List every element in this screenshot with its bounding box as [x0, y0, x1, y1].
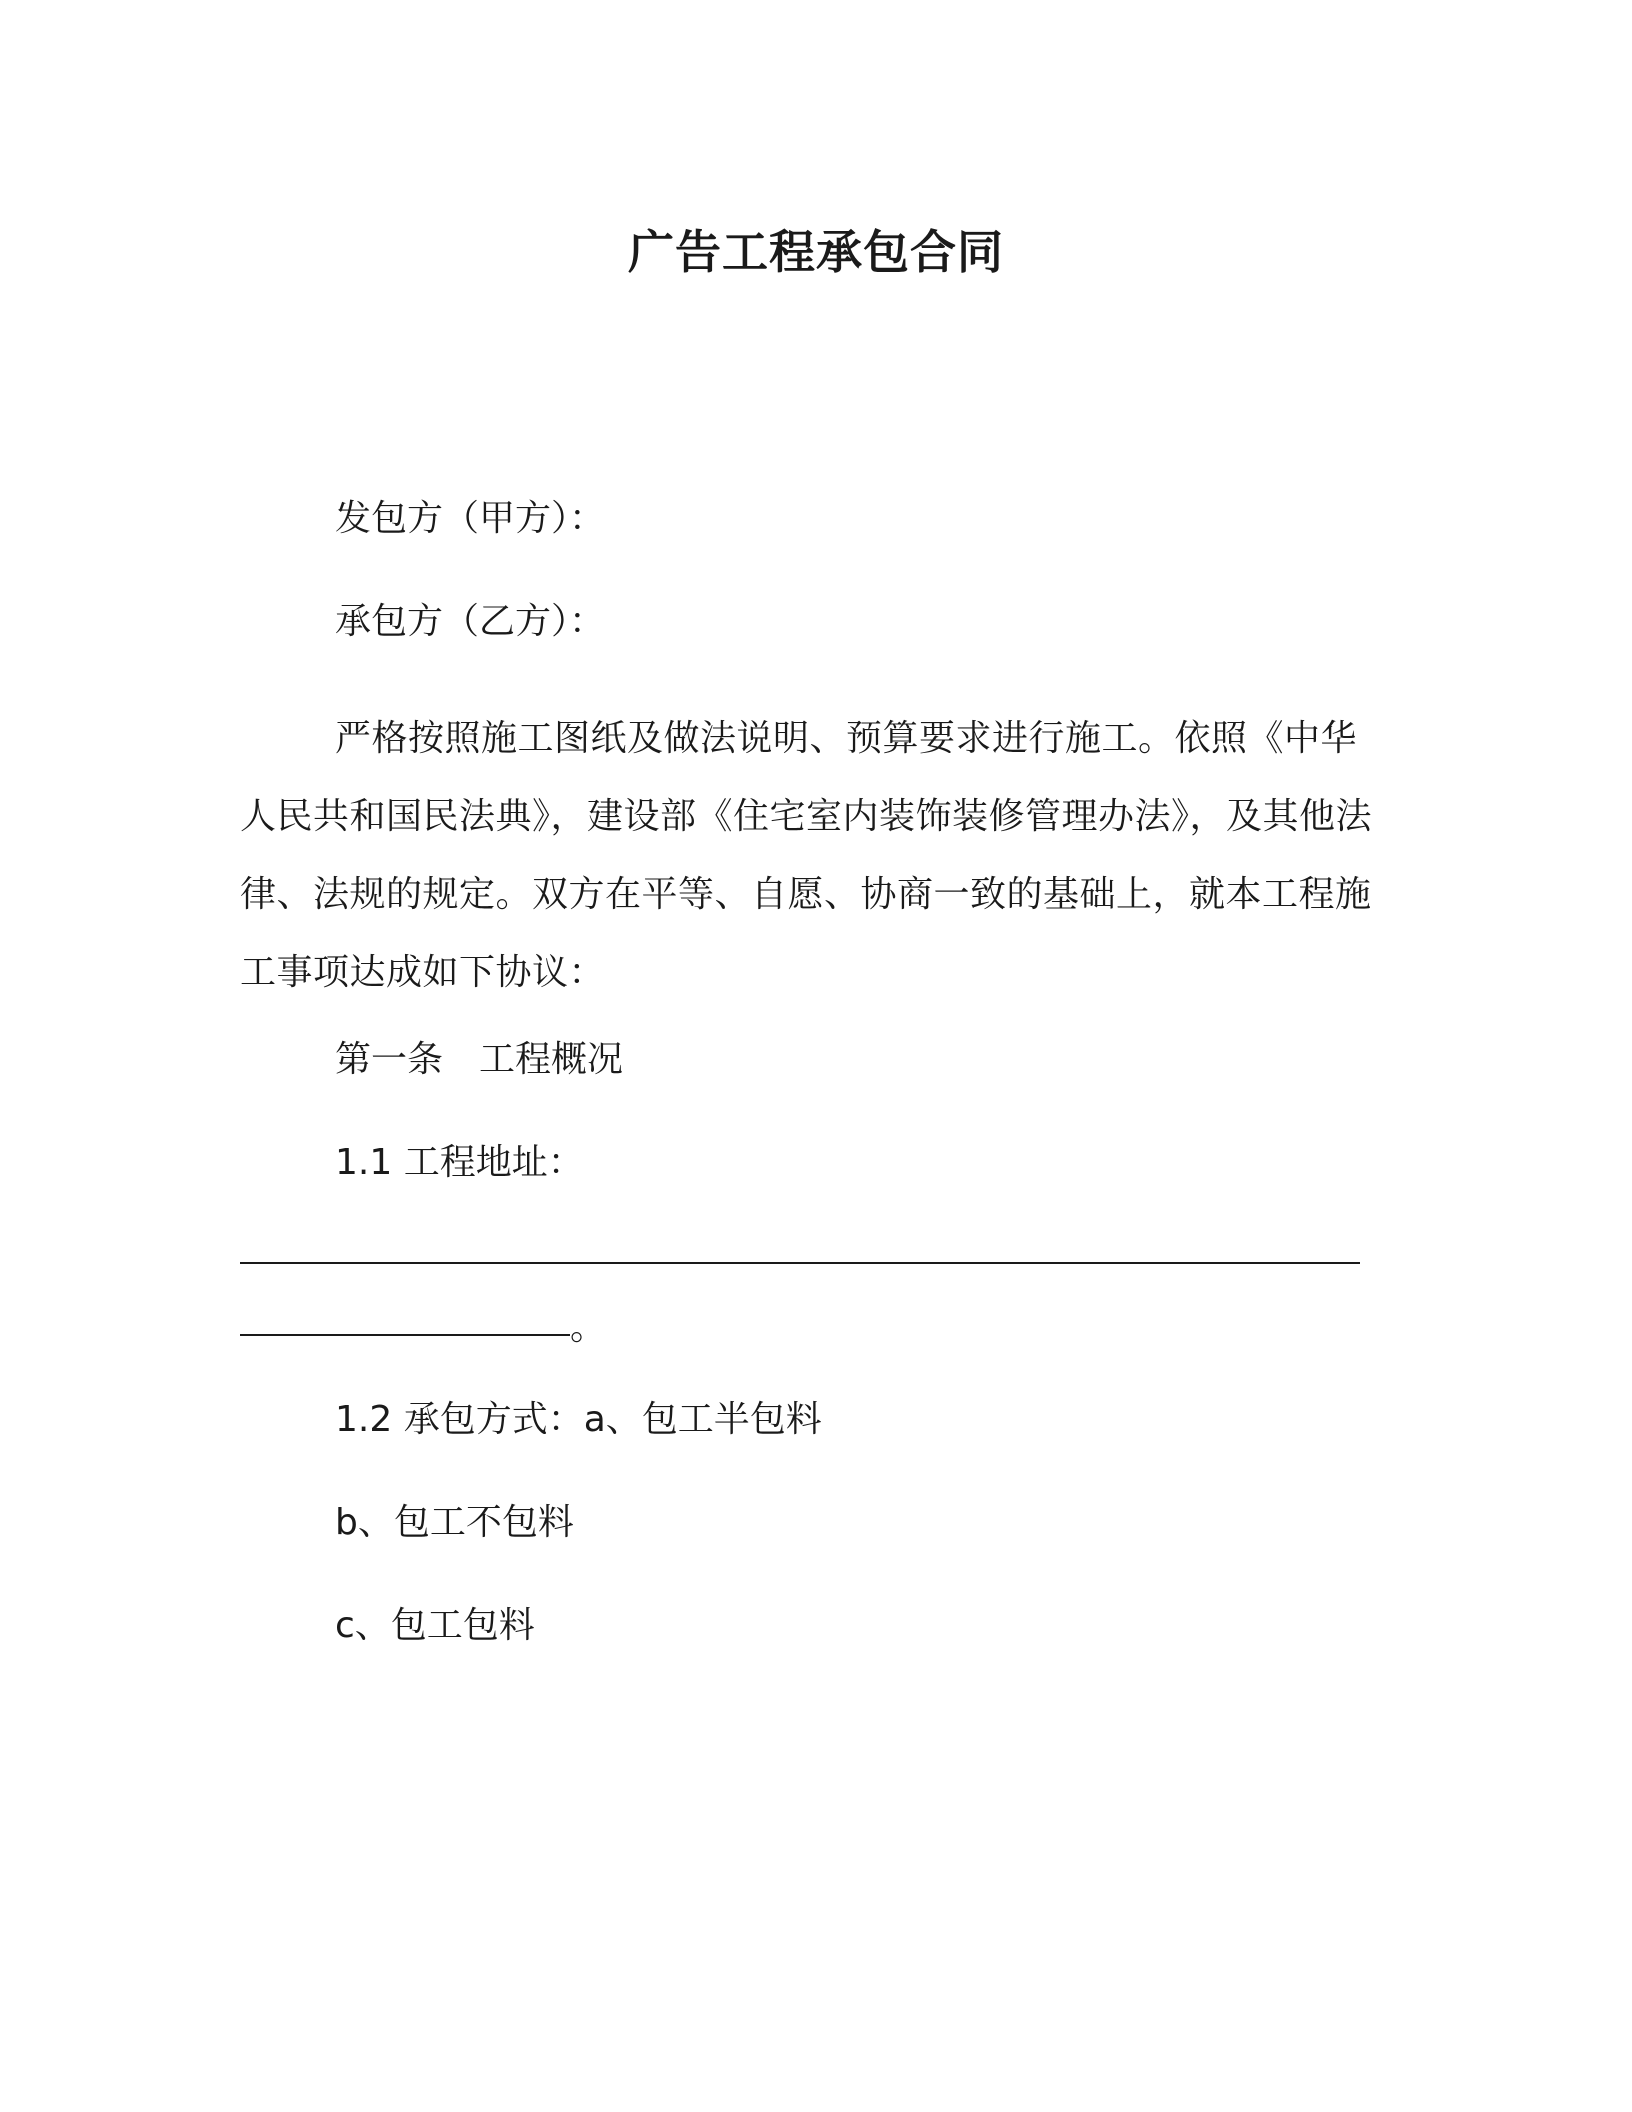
- article-1-heading: 第一条 工程概况: [335, 1039, 624, 1080]
- address-blank-line-2: [240, 1334, 570, 1336]
- document-title: 广告工程承包合同: [628, 225, 1004, 279]
- item-1-1-address-label: 1.1 工程地址：: [335, 1142, 584, 1183]
- option-c-line: c、包工包料: [335, 1605, 535, 1646]
- address-blank-line-1: [240, 1262, 1360, 1264]
- party-a-line: 发包方（甲方）：: [335, 498, 606, 539]
- intro-paragraph: 严格按照施工图纸及做法说明、预算要求进行施工。依照《中华人民共和国民法典》，建设部《住宅室内装饰装修管理办法》，及其他法律、法规的规定。双方在平等、自愿、协商一致的基础上，就本工程施工事项达成如下协议：: [240, 718, 1373, 993]
- address-end-period: 。: [570, 1307, 607, 1348]
- item-1-2-contract-method: 1.2 承包方式：a、包工半包料: [335, 1399, 822, 1440]
- option-b-line: b、包工不包料: [335, 1502, 574, 1543]
- party-b-line: 承包方（乙方）：: [335, 601, 606, 642]
